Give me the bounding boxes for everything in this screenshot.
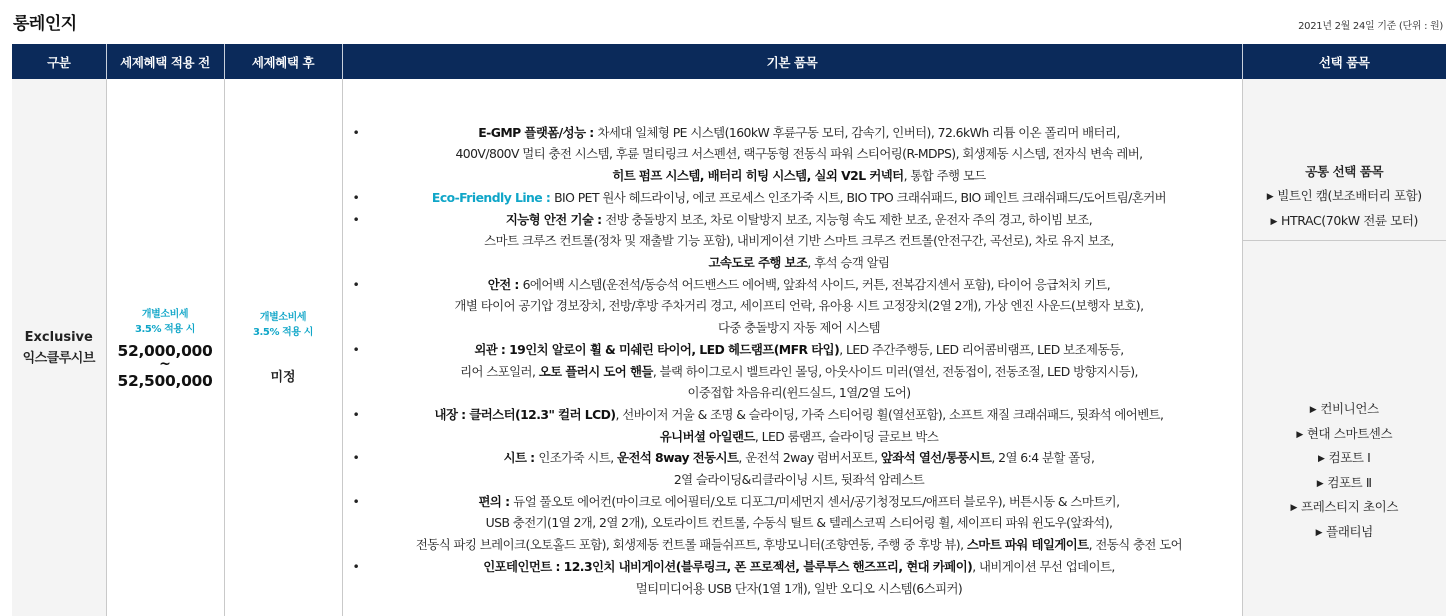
feature-text: , 전동식 충전 도어 <box>1088 537 1183 553</box>
feature-line <box>353 230 1236 252</box>
trim-name-ko: 익스클루시브 <box>22 350 95 366</box>
feature-text: 이중접합 차음유리(윈드실드, 1열/2열 도어) <box>687 385 911 401</box>
triangle-bullet-icon: ▶ <box>1318 454 1325 464</box>
feature-line <box>353 534 1236 556</box>
feature-highlight: 운전석 8way 전동시트 <box>617 450 739 466</box>
feature-highlight: 오토 플러시 도어 핸들 <box>538 363 653 379</box>
feature-text: , 내비게이션 무선 업데이트, <box>972 558 1115 574</box>
date-unit-note: 2021년 2월 24일 기준 (단위 : 원) <box>1298 21 1443 32</box>
feature-text: 400V/800V 멀티 충전 시스템, 후륜 멀티링크 서스펜션, 랙구동형 전동식 파워 스티어링(R-MDPS), 회생제동 시스템, 전자식 변속 레버, <box>455 146 1143 162</box>
price-after-cell <box>224 79 342 616</box>
price-before-cell <box>106 79 224 616</box>
feature-highlight: 편의 : <box>478 493 514 509</box>
feature-text: , LED 룸램프, 슬라이딩 글로브 박스 <box>754 428 939 444</box>
feature-highlight: 외관 : 19인치 알로이 휠 & 미쉐린 타이어, LED 헤드램프(MFR 타입) <box>474 341 840 357</box>
feature-highlight: E-GMP 플랫폼/성능 : <box>478 124 598 140</box>
feature-group <box>353 187 1236 209</box>
feature-highlight: 고속도로 주행 보조 <box>708 254 808 270</box>
feature-line <box>353 426 1236 448</box>
feature-text: 인조가죽 시트, <box>538 450 618 466</box>
feature-text: , 통합 주행 모드 <box>903 168 986 184</box>
feature-highlight: 앞좌석 열선/통풍시트 <box>880 450 992 466</box>
feature-highlight: 안전 : <box>487 276 523 292</box>
col-header-options: 선택 품목 <box>1242 44 1446 79</box>
option-item: ▶ 플래티넘 <box>1315 523 1373 539</box>
feature-line <box>353 252 1236 274</box>
tax-note: 개별소비세 <box>141 308 189 320</box>
tax-note-after: 개별소비세 <box>259 312 307 323</box>
page-title: 롱레인지 <box>13 14 77 34</box>
tax-note-rate: 3.5% 적용 시 <box>134 323 196 335</box>
feature-text: , 후석 승객 알림 <box>807 254 890 270</box>
basic-items-cell <box>342 79 1242 616</box>
price-range-tilde: ~ <box>159 355 171 372</box>
tax-note-after-rate: 3.5% 적용 시 <box>252 327 314 338</box>
feature-text: 듀얼 풀오토 에어컨(마이크로 에어필터/오토 디포그/미세먼지 센서/공기청정모드/애프터 블로우), 버튼시동 & 스마트키, <box>513 493 1120 509</box>
triangle-bullet-icon: ▶ <box>1270 216 1278 227</box>
feature-line <box>353 361 1236 383</box>
feature-highlight: 히트 펌프 시스템, 배터리 히팅 시스템, 실외 V2L 커넥터 <box>612 168 904 184</box>
feature-text: , 운전석 2way 럼버서포트, <box>738 450 881 466</box>
feature-text: 스마트 크루즈 컨트롤(정차 및 재출발 기능 포함), 내비게이션 기반 스마트 크루즈 컨트롤(안전구간, 곡선로), 차로 유지 보조, <box>484 233 1114 249</box>
table-row <box>12 79 1446 616</box>
feature-text: 6에어백 시스템(운전석/동승석 어드밴스드 에어백, 앞좌석 사이드, 커튼, 전복감지센서 포함), 타이어 응급처치 키트, <box>522 276 1111 292</box>
feature-highlight: 내장 : 클러스터(12.3" 컬러 LCD) <box>434 406 616 422</box>
feature-text: 멀티미디어용 USB 단자(1열 1개), 일반 오디오 시스템(6스피커) <box>635 580 963 596</box>
option-item: ▶ 빌트인 캠(보조배터리 포함) <box>1266 188 1422 203</box>
feature-group <box>353 491 1236 513</box>
feature-text: BIO PET 원사 헤드라이닝, 에코 프로세스 인조가죽 시트, BIO TPO 크래쉬패드, BIO 페인트 크래쉬패드/도어트림/혼커버 <box>554 189 1167 205</box>
feature-highlight: 유니버셜 아일랜드 <box>659 428 755 444</box>
feature-text: 다중 충돌방지 자동 제어 시스템 <box>717 320 880 336</box>
trim-name-en: Exclusive <box>24 329 93 345</box>
price-before-high: 52,500,000 <box>117 371 213 390</box>
triangle-bullet-icon: ▶ <box>1316 478 1324 489</box>
option-item: ▶ 컴포트 Ⅱ <box>1316 474 1372 490</box>
option-packages <box>1243 241 1447 545</box>
feature-text: , 2열 6:4 분할 폴딩, <box>991 450 1095 466</box>
triangle-bullet-icon: ▶ <box>1266 192 1274 202</box>
col-header-price-before: 세제혜택 적용 전 <box>106 44 224 79</box>
price-before-low: 52,000,000 <box>117 341 213 360</box>
feature-group <box>353 122 1236 144</box>
feature-text: 전동식 파킹 브레이크(오토홀드 포함), 회생제동 컨트롤 패들쉬프트, 후방모니터(조향연동, 주행 중 후방 뷰), <box>415 537 967 553</box>
option-item: ▶ 프레스티지 초이스 <box>1290 499 1398 514</box>
feature-text: 리어 스포일러, <box>460 363 539 379</box>
eco-line-label: Eco-Friendly Line : <box>431 189 555 205</box>
feature-highlight: 스마트 파워 테일게이트 <box>966 537 1089 553</box>
option-item: ▶ 컴포트 I <box>1318 450 1371 465</box>
feature-text: 전방 충돌방지 보조, 차로 이탈방지 보조, 지능형 속도 제한 보조, 운전자 주의 경고, 하이빔 보조, <box>605 211 1093 227</box>
triangle-bullet-icon: ▶ <box>1309 405 1317 415</box>
triangle-bullet-icon: ▶ <box>1290 503 1298 513</box>
feature-line <box>353 578 1236 600</box>
feature-highlight: 시트 : <box>503 450 539 466</box>
feature-line <box>353 295 1236 317</box>
price-table <box>12 44 1446 616</box>
feature-highlight: 지능형 안전 기술 : <box>505 211 606 227</box>
option-item: ▶ 현대 스마트센스 <box>1296 425 1393 441</box>
common-options <box>1243 150 1447 241</box>
feature-text: , LED 주간주행등, LED 리어콤비램프, LED 보조제동등, <box>839 341 1124 357</box>
feature-text: 차세대 일체형 PE 시스템(160kW 후륜구동 모터, 감속기, 인버터), 72.6kWh 리튬 이온 폴리머 배터리, <box>597 124 1120 140</box>
col-header-basic-items: 기본 품목 <box>342 44 1242 79</box>
table-header-row <box>12 44 1446 79</box>
triangle-bullet-icon: ▶ <box>1315 527 1323 538</box>
feature-group <box>353 339 1236 361</box>
feature-text: , 선바이저 거울 & 조명 & 슬라이딩, 가죽 스티어링 휠(열선포함), 소프트 재질 크래쉬패드, 뒷좌석 에어벤트, <box>615 406 1164 422</box>
feature-text: 개별 타이어 공기압 경보장치, 전방/후방 주차거리 경고, 세이프티 언락, 유아용 시트 고정장치(2열 2개), 가상 엔진 사운드(보행자 보호), <box>454 298 1144 314</box>
feature-line <box>353 143 1236 165</box>
feature-text: , 블랙 하이그로시 벨트라인 몰딩, 아웃사이드 미러(열선, 전동접이, 전동조절, LED 방향지시등), <box>652 363 1138 379</box>
basic-features-list <box>353 122 1236 599</box>
feature-group <box>353 447 1236 469</box>
common-options-title: 공통 선택 품목 <box>1305 164 1384 179</box>
feature-line <box>353 382 1236 404</box>
price-after-value: 미정 <box>270 370 296 385</box>
col-header-price-after: 세제혜택 후 <box>224 44 342 79</box>
feature-line <box>353 317 1236 339</box>
feature-line <box>353 512 1236 534</box>
option-item: ▶ HTRAC(70kW 전륜 모터) <box>1270 212 1418 228</box>
feature-text: USB 충전기(1열 2개, 2열 2개), 오토라이트 컨트롤, 수동식 틸트 & 텔레스코픽 스티어링 휠, 세이프티 파워 윈도우(앞좌석), <box>485 515 1113 531</box>
feature-group <box>353 556 1236 578</box>
feature-group <box>353 274 1236 296</box>
feature-line <box>353 469 1236 491</box>
trim-cell <box>12 79 106 616</box>
options-cell <box>1242 79 1446 616</box>
feature-line <box>353 165 1236 187</box>
col-header-category: 구분 <box>12 44 106 79</box>
feature-group <box>353 404 1236 426</box>
triangle-bullet-icon: ▶ <box>1296 429 1303 440</box>
option-item: ▶ 컨비니언스 <box>1309 401 1379 416</box>
feature-text: 2열 슬라이딩&리클라이닝 시트, 뒷좌석 암레스트 <box>673 472 925 488</box>
feature-highlight: 인포테인먼트 : 12.3인치 내비게이션(블루링크, 폰 프로젝션, 블루투스 핸즈프리, 현대 카페이) <box>483 558 973 574</box>
feature-group <box>353 209 1236 231</box>
